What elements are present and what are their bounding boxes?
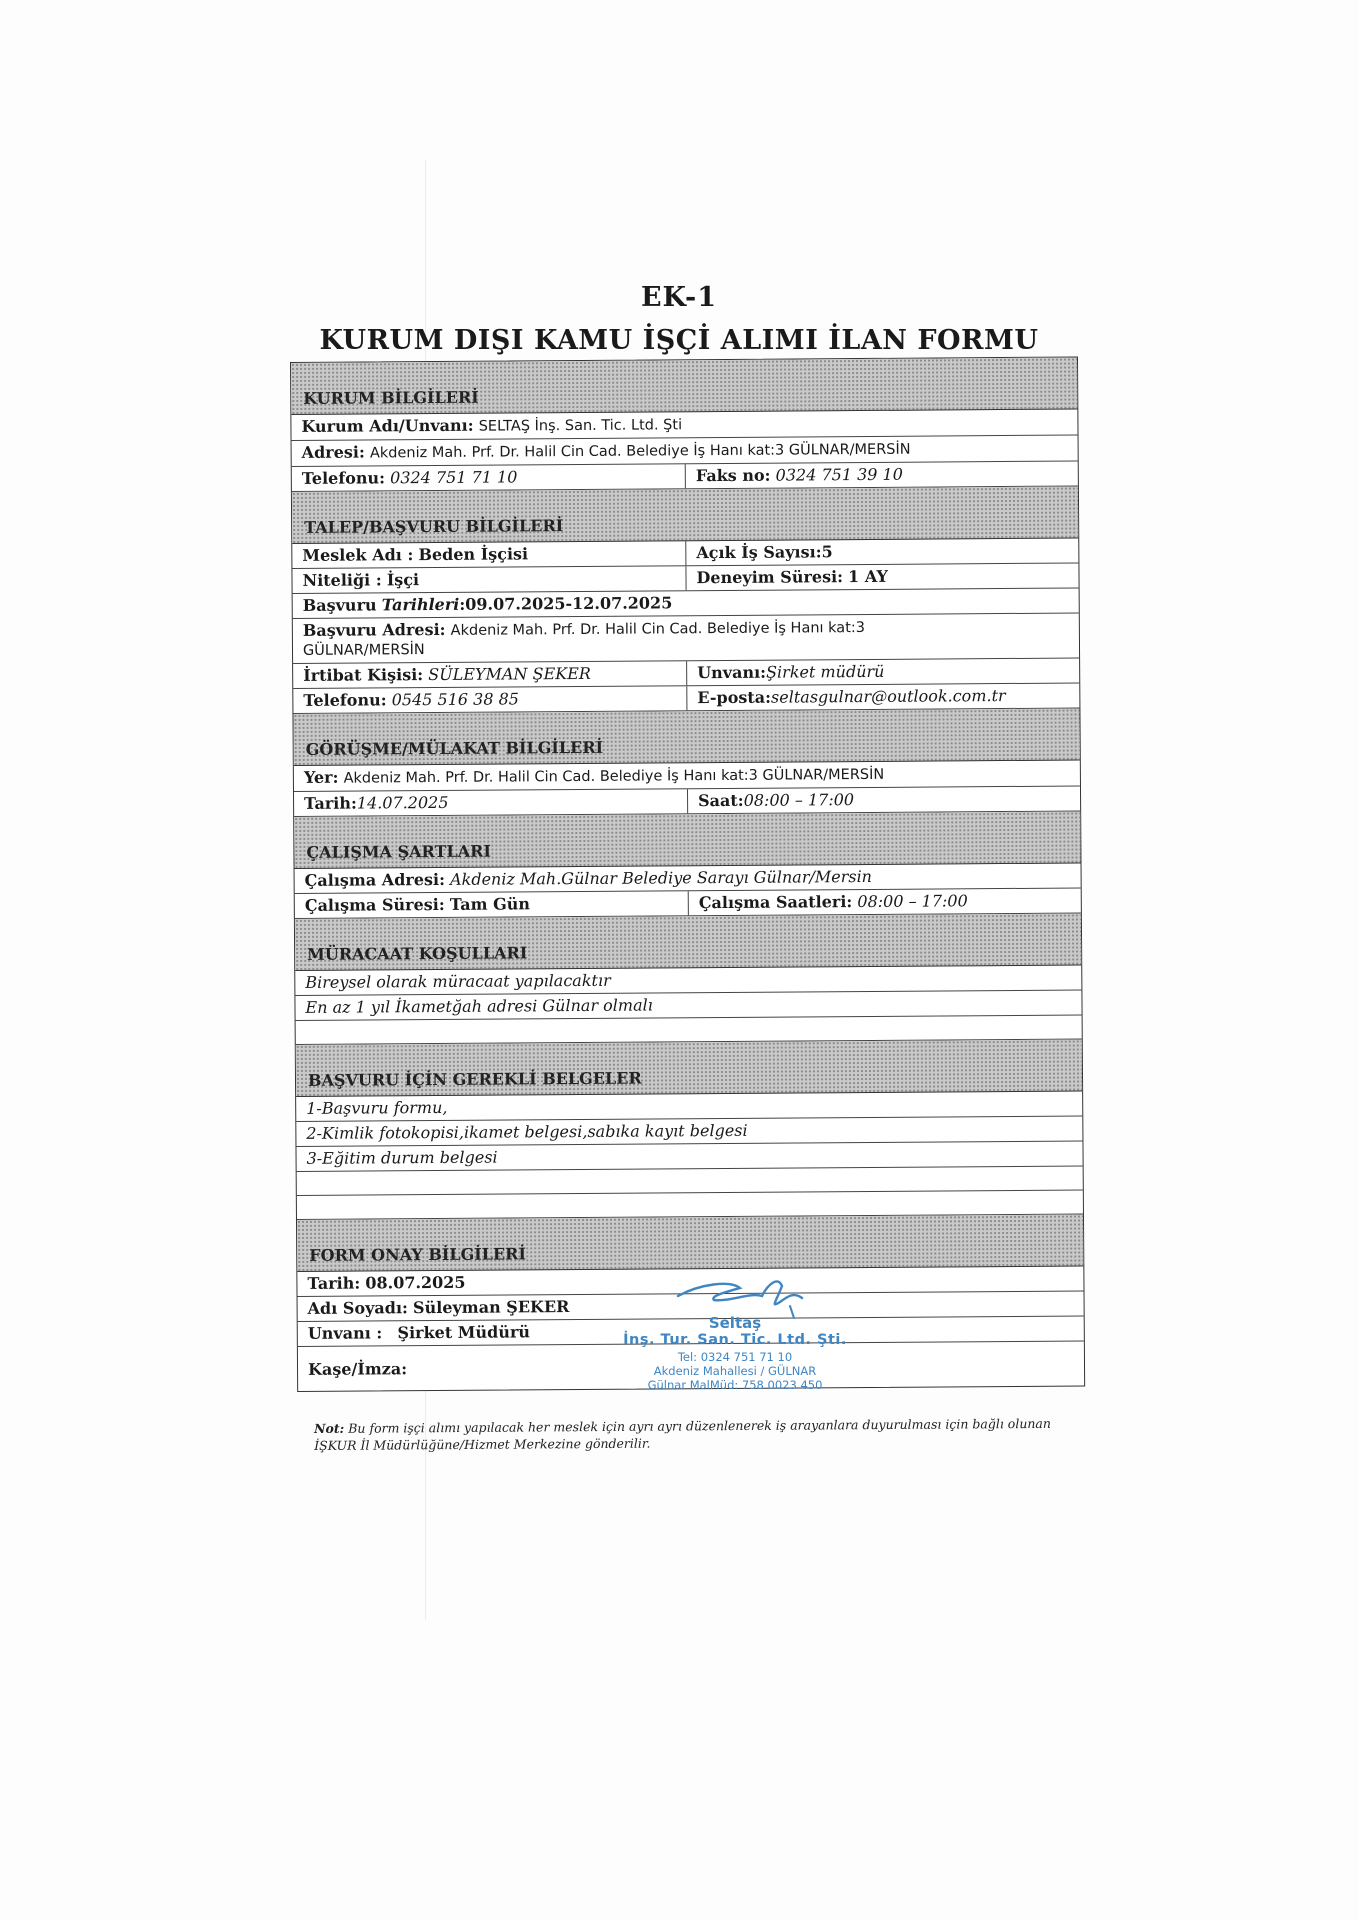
section-header-kurum: KURUM BİLGİLERİ bbox=[291, 358, 1077, 415]
label: Başvuru bbox=[302, 595, 377, 615]
label: Çalışma Süresi: bbox=[304, 894, 445, 915]
muracaat-item-2: En az 1 yıl İkametğah adresi Gülnar olmalı bbox=[305, 995, 653, 1017]
value: Akdeniz Mah.Gülnar Belediye Sarayı Gülnar/Mersin bbox=[449, 866, 873, 889]
note-text: Bu form işçi alımı yapılacak her meslek için ayrı ayrı düzenlenerek iş arayanlara duyurulması için bağlı olunan İŞKUR İl Müdürlüğüne/Hizmet Merkezine gönderilir. bbox=[314, 1415, 1051, 1453]
value: Akdeniz Mah. Prf. Dr. Halil Cin Cad. Belediye İş Hanı kat:3 GÜLNAR/MERSİN bbox=[343, 766, 885, 787]
field-irtibat-telefon bbox=[293, 686, 686, 713]
label: Meslek Adı : bbox=[302, 545, 414, 565]
label: Faks no: bbox=[695, 465, 771, 486]
value: 0545 516 38 85 bbox=[391, 689, 519, 710]
field-irtibat bbox=[293, 661, 686, 688]
field-kurum-telefon bbox=[292, 464, 685, 491]
field-kurum-faks bbox=[685, 462, 1078, 489]
label: E-posta: bbox=[697, 687, 772, 708]
value: Şirket Müdürü bbox=[397, 1322, 531, 1343]
value: Süleyman ŞEKER bbox=[412, 1297, 570, 1318]
section-header-gorusme: GÖRÜŞME/MÜLAKAT BİLGİLERİ bbox=[293, 708, 1079, 765]
section-header-muracaat: MÜRACAAT KOŞULLARI bbox=[295, 913, 1081, 970]
label: Telefonu: bbox=[303, 690, 387, 710]
belge-item-1: 1-Başvuru formu, bbox=[306, 1097, 448, 1118]
section-header-calisma: ÇALIŞMA ŞARTLARI bbox=[294, 811, 1080, 868]
value: 08:00 – 17:00 bbox=[743, 790, 855, 810]
section-header-belgeler: BAŞVURU İÇİN GEREKLİ BELGELER bbox=[296, 1039, 1082, 1096]
title-block bbox=[0, 282, 1358, 356]
value: :09.07.2025-12.07.2025 bbox=[459, 593, 673, 614]
muracaat-item-1: Bireysel olarak müracaat yapılacaktır bbox=[305, 970, 611, 992]
annex-label: EK-1 bbox=[640, 282, 718, 313]
belge-item-2: 2-Kimlik fotokopisi,ikamet belgesi,sabıka kayıt belgesi bbox=[306, 1120, 748, 1143]
label: Niteliği : bbox=[302, 570, 382, 590]
field-nitelik bbox=[292, 566, 685, 593]
stamp-line-2: İnş. Tur. San. Tic. Ltd. Şti. bbox=[623, 1332, 847, 1348]
label: Telefonu: bbox=[301, 468, 386, 488]
field-irtibat-eposta bbox=[686, 683, 1079, 710]
field-calisma-sure bbox=[295, 891, 688, 918]
label: Başvuru Adresi: bbox=[302, 619, 446, 640]
label: Kurum Adı/Unvanı: bbox=[301, 415, 474, 436]
stamp-line-4: Akdeniz Mahallesi / GÜLNAR bbox=[653, 1364, 817, 1378]
value: Tam Gün bbox=[449, 894, 531, 914]
belge-item-3: 3-Eğitim durum belgesi bbox=[306, 1147, 498, 1168]
label: Unvanı: bbox=[697, 662, 767, 683]
label: Deneyim Süresi: bbox=[696, 567, 844, 588]
value: SÜLEYMAN ŞEKER bbox=[428, 663, 591, 685]
value: Akdeniz Mah. Prf. Dr. Halil Cin Cad. Belediye İş Hanı kat:3 GÜLNAR/MERSİN bbox=[369, 441, 911, 462]
label: Kaşe/İmza: bbox=[307, 1359, 408, 1379]
note-label: Not: bbox=[314, 1420, 345, 1436]
label: Açık İş Sayısı: bbox=[696, 542, 822, 563]
value: 0324 751 71 10 bbox=[390, 467, 518, 488]
section-header-talep: TALEP/BAŞVURU BİLGİLERİ bbox=[292, 487, 1078, 544]
label: Tarih: bbox=[304, 793, 357, 813]
value: 0324 751 39 10 bbox=[775, 464, 903, 485]
label: Adresi: bbox=[301, 442, 365, 462]
value: SELTAŞ İnş. San. Tic. Ltd. Şti bbox=[478, 417, 683, 435]
announcement-form bbox=[290, 356, 1085, 1391]
stamp-line-3: Tel: 0324 751 71 10 bbox=[677, 1350, 793, 1364]
field-irtibat-unvan bbox=[686, 658, 1079, 685]
value: seltasgulnar@outlook.com.tr bbox=[770, 686, 1006, 707]
field-basvuru-adres bbox=[293, 613, 1079, 662]
value: 14.07.2025 bbox=[356, 792, 449, 813]
row-basvuru-adres bbox=[293, 613, 1079, 663]
stamp-line-1: Seltaş bbox=[708, 1314, 762, 1332]
label: Adı Soyadı: bbox=[307, 1298, 408, 1318]
section-header-onay: FORM ONAY BİLGİLERİ bbox=[297, 1214, 1083, 1271]
label: İrtibat Kişisi: bbox=[303, 665, 424, 685]
value: 08.07.2025 bbox=[365, 1272, 466, 1293]
value: İşçi bbox=[386, 570, 420, 590]
value: Beden İşçisi bbox=[418, 544, 529, 565]
field-gorusme-tarih bbox=[294, 789, 687, 816]
value-line2: GÜLNAR/MERSİN bbox=[302, 642, 425, 659]
field-acik-is bbox=[685, 539, 1078, 566]
value: 1 AY bbox=[848, 566, 888, 587]
value: Akdeniz Mah. Prf. Dr. Halil Cin Cad. Belediye İş Hanı kat:3 bbox=[450, 619, 866, 639]
label: Çalışma Adresi: bbox=[304, 869, 446, 890]
field-deneyim bbox=[685, 564, 1078, 591]
field-onay-kase bbox=[298, 1341, 1084, 1390]
field-calisma-saat bbox=[688, 888, 1081, 915]
field-gorusme-saat bbox=[687, 786, 1080, 813]
stamp-line-5: Gülnar MalMüd: 758 0023 450 bbox=[647, 1378, 823, 1392]
label: Tarih: bbox=[307, 1273, 361, 1293]
label: Saat: bbox=[698, 790, 744, 811]
field-meslek bbox=[292, 541, 685, 568]
value: 08:00 – 17:00 bbox=[857, 891, 968, 912]
footnote bbox=[314, 1415, 1094, 1454]
value: 5 bbox=[821, 542, 833, 562]
label: Yer: bbox=[303, 767, 339, 787]
label: Unvanı : bbox=[307, 1323, 383, 1343]
label: Çalışma Saatleri: bbox=[698, 892, 853, 913]
label-italic: Tarihleri bbox=[381, 594, 460, 615]
value: Şirket müdürü bbox=[765, 661, 885, 682]
row-onay-kase bbox=[298, 1341, 1084, 1390]
page-title: KURUM DIŞI KAMU İŞÇİ ALIMI İLAN FORMU bbox=[319, 325, 1039, 356]
